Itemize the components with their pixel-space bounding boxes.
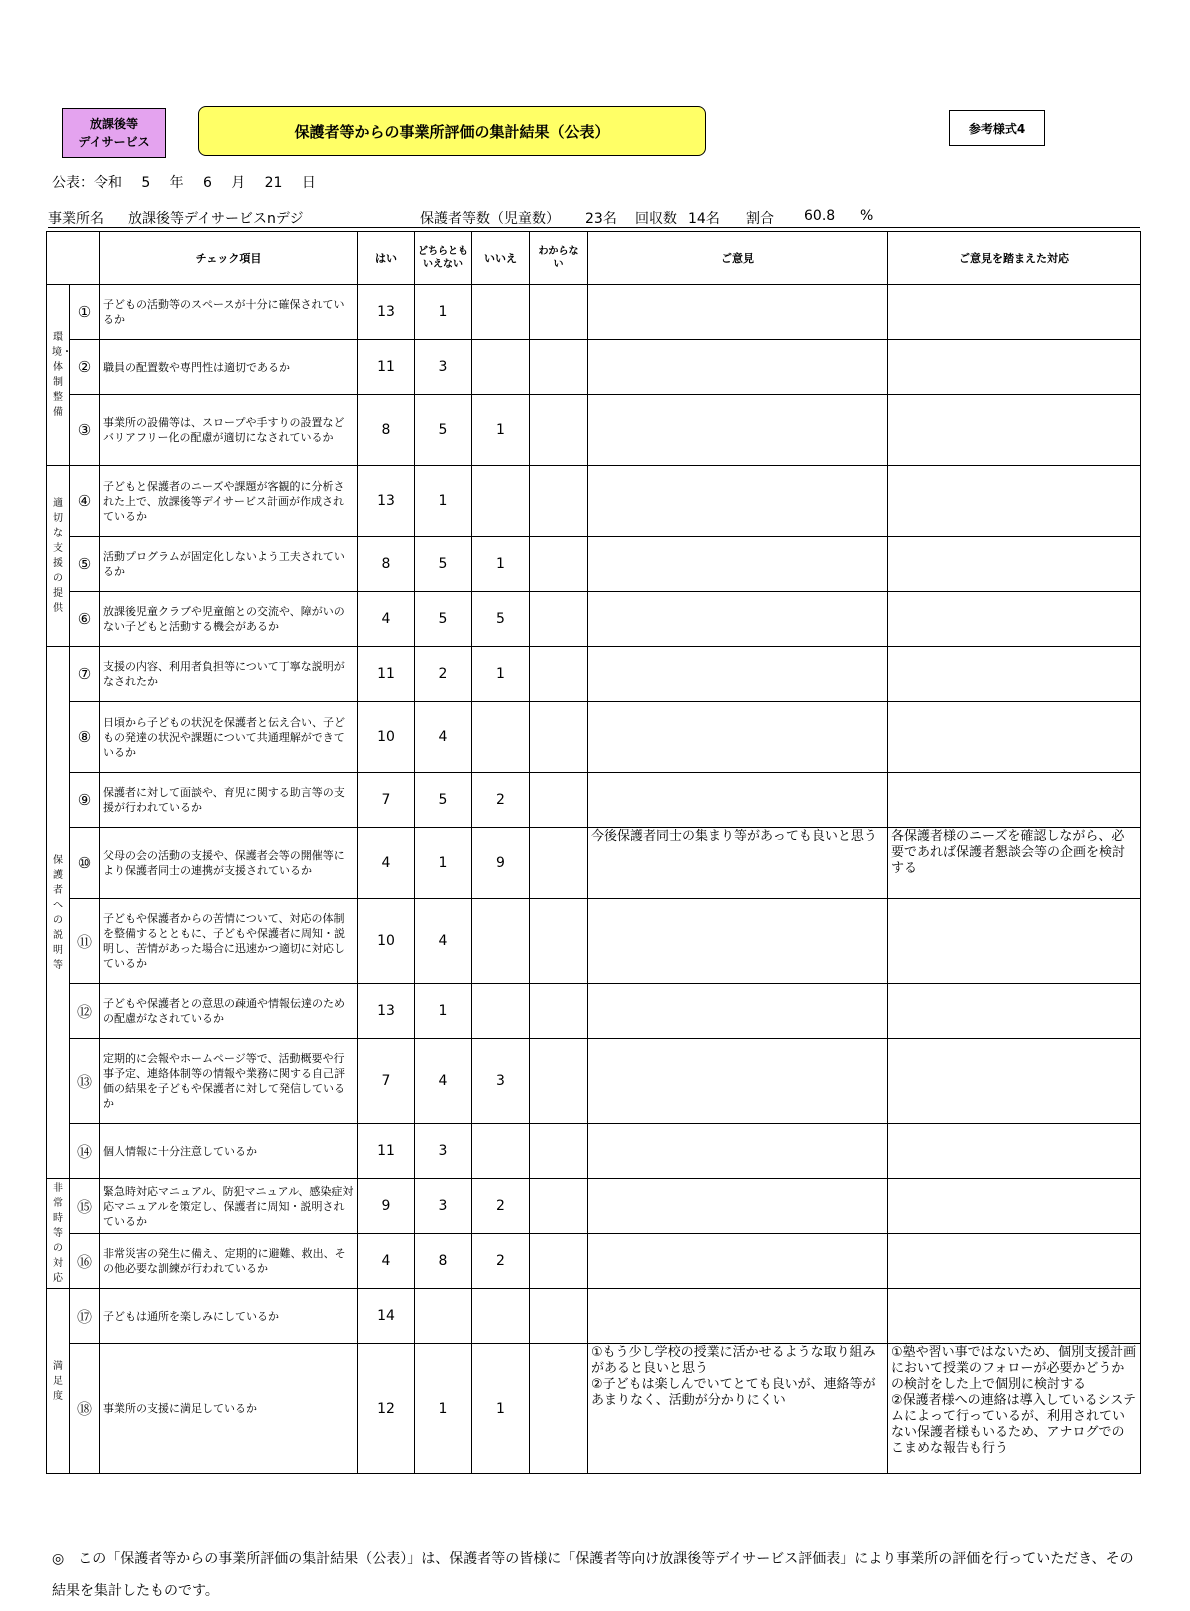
- category-cell: [47, 285, 70, 466]
- response-cell: [888, 1039, 1141, 1124]
- count-neither: 3: [415, 340, 472, 395]
- count-no: 2: [472, 1179, 530, 1234]
- opinion-cell: [588, 1124, 888, 1179]
- count-unknown: [530, 702, 588, 773]
- count-neither: 2: [415, 647, 472, 702]
- count-neither: 8: [415, 1234, 472, 1289]
- count-neither: 5: [415, 773, 472, 828]
- publication-date: [52, 172, 316, 192]
- count-yes: 11: [358, 1124, 415, 1179]
- count-neither: 1: [415, 466, 472, 537]
- count-no: 1: [472, 1344, 530, 1474]
- check-item-text: 子どもの活動等のスペースが十分に確保されているか: [100, 285, 358, 340]
- response-cell: [888, 1179, 1141, 1234]
- table-row: [47, 592, 1141, 647]
- category-cell: [47, 466, 70, 647]
- table-row: [47, 285, 1141, 340]
- count-unknown: [530, 537, 588, 592]
- response-cell: [888, 537, 1141, 592]
- count-yes: 14: [358, 1289, 415, 1344]
- check-item-text: 支援の内容、利用者負担等について丁寧な説明がなされたか: [100, 647, 358, 702]
- table-row: [47, 1289, 1141, 1344]
- reference-form-label: 参考様式4: [949, 110, 1045, 146]
- table-row: [47, 395, 1141, 466]
- guardians-count: 23名: [585, 211, 617, 227]
- count-yes: 10: [358, 899, 415, 984]
- count-yes: 11: [358, 340, 415, 395]
- item-number: ⑬: [70, 1039, 100, 1124]
- count-yes: 7: [358, 1039, 415, 1124]
- count-unknown: [530, 1344, 588, 1474]
- count-no: [472, 899, 530, 984]
- item-number: ②: [70, 340, 100, 395]
- count-neither: 1: [415, 984, 472, 1039]
- header-no: いいえ: [472, 232, 530, 285]
- count-neither: 4: [415, 1039, 472, 1124]
- check-item-text: 日頃から子どもの状況を保護者と伝え合い、子どもの発達の状況や課題について共通理解ができているか: [100, 702, 358, 773]
- table-row: [47, 340, 1141, 395]
- count-yes: 8: [358, 537, 415, 592]
- count-neither: 4: [415, 702, 472, 773]
- item-number: ③: [70, 395, 100, 466]
- count-unknown: [530, 828, 588, 899]
- pub-era: 令和: [94, 175, 122, 191]
- header-unknown: わからな い: [530, 232, 588, 285]
- opinion-cell: [588, 537, 888, 592]
- response-cell: [888, 285, 1141, 340]
- check-item-text: 子どもと保護者のニーズや課題が客観的に分析された上で、放課後等デイサービス計画が作成されているか: [100, 466, 358, 537]
- ratio-value: 60.8: [804, 208, 836, 224]
- opinion-cell: [588, 1234, 888, 1289]
- table-row: [47, 899, 1141, 984]
- check-item-text: 事業所の設備等は、スロープや手すりの設置などバリアフリー化の配慮が適切になされているか: [100, 395, 358, 466]
- response-cell: [888, 466, 1141, 537]
- count-neither: 5: [415, 395, 472, 466]
- count-neither: 1: [415, 285, 472, 340]
- count-unknown: [530, 395, 588, 466]
- count-yes: 13: [358, 285, 415, 340]
- collected-label: 回収数: [635, 211, 677, 227]
- table-row: [47, 466, 1141, 537]
- check-item-text: 非常災害の発生に備え、定期的に避難、救出、その他必要な訓練が行われているか: [100, 1234, 358, 1289]
- collected-count: 14名: [688, 211, 720, 227]
- count-unknown: [530, 1179, 588, 1234]
- table-row: [47, 828, 1141, 899]
- header-blank: [47, 232, 100, 285]
- item-number: ⑧: [70, 702, 100, 773]
- opinion-cell: [588, 466, 888, 537]
- response-cell: [888, 899, 1141, 984]
- count-no: 2: [472, 773, 530, 828]
- count-unknown: [530, 285, 588, 340]
- check-item-text: 定期的に会報やホームページ等で、活動概要や行事予定、連絡体制等の情報や業務に関する自己評価の結果を子どもや保護者に対して発信しているか: [100, 1039, 358, 1124]
- pub-year: 5: [141, 175, 151, 191]
- item-number: ⑫: [70, 984, 100, 1039]
- count-no: 2: [472, 1234, 530, 1289]
- count-no: 1: [472, 647, 530, 702]
- opinion-cell: [588, 592, 888, 647]
- count-neither: 1: [415, 828, 472, 899]
- count-yes: 4: [358, 1234, 415, 1289]
- check-item-text: 放課後児童クラブや児童館との交流や、障がいのない子どもと活動する機会があるか: [100, 592, 358, 647]
- table-row: [47, 647, 1141, 702]
- opinion-cell: [588, 702, 888, 773]
- count-no: 1: [472, 395, 530, 466]
- count-unknown: [530, 340, 588, 395]
- category-label: 適切な支援の提供: [53, 498, 63, 614]
- opinion-cell: [588, 285, 888, 340]
- response-cell: [888, 647, 1141, 702]
- count-yes: 12: [358, 1344, 415, 1474]
- count-yes: 8: [358, 395, 415, 466]
- count-neither: [415, 1289, 472, 1344]
- response-cell: [888, 702, 1141, 773]
- header-neither: どちらとも いえない: [415, 232, 472, 285]
- count-no: 3: [472, 1039, 530, 1124]
- pub-month-unit: 月: [231, 175, 246, 191]
- count-no: [472, 984, 530, 1039]
- office-name: 放課後等デイサービスnデジ: [128, 211, 304, 227]
- count-yes: 13: [358, 984, 415, 1039]
- count-neither: 5: [415, 592, 472, 647]
- table-row: [47, 1179, 1141, 1234]
- ratio-label: 割合: [746, 211, 774, 227]
- check-item-text: 個人情報に十分注意しているか: [100, 1124, 358, 1179]
- check-item-text: 職員の配置数や専門性は適切であるか: [100, 340, 358, 395]
- item-number: ⑥: [70, 592, 100, 647]
- item-number: ⑩: [70, 828, 100, 899]
- count-no: 5: [472, 592, 530, 647]
- item-number: ⑮: [70, 1179, 100, 1234]
- item-number: ⑤: [70, 537, 100, 592]
- response-cell: [888, 1289, 1141, 1344]
- opinion-cell: [588, 340, 888, 395]
- pub-day: 21: [264, 175, 283, 191]
- header-item: チェック項目: [100, 232, 358, 285]
- count-unknown: [530, 1124, 588, 1179]
- opinion-cell: [588, 1039, 888, 1124]
- pub-prefix: 公表：: [52, 175, 94, 191]
- count-yes: 10: [358, 702, 415, 773]
- count-unknown: [530, 592, 588, 647]
- response-cell: [888, 340, 1141, 395]
- item-number: ⑨: [70, 773, 100, 828]
- service-type-line2: デイサービス: [78, 135, 150, 149]
- opinion-cell: [588, 1289, 888, 1344]
- pub-month: 6: [203, 175, 212, 191]
- table-row: [47, 1234, 1141, 1289]
- count-unknown: [530, 1289, 588, 1344]
- item-number: ⑪: [70, 899, 100, 984]
- table-row: [47, 984, 1141, 1039]
- category-label: 満足度: [53, 1360, 63, 1402]
- item-number: ①: [70, 285, 100, 340]
- pub-year-unit: 年: [169, 175, 184, 191]
- count-neither: 4: [415, 899, 472, 984]
- opinion-cell: [588, 395, 888, 466]
- check-item-text: 子どもは通所を楽しみにしているか: [100, 1289, 358, 1344]
- check-item-text: 緊急時対応マニュアル、防犯マニュアル、感染症対応マニュアルを策定し、保護者に周知・説明されているか: [100, 1179, 358, 1234]
- response-cell: [888, 395, 1141, 466]
- count-yes: 11: [358, 647, 415, 702]
- check-item-text: 父母の会の活動の支援や、保護者会等の開催等により保護者同士の連携が支援されているか: [100, 828, 358, 899]
- response-cell: [888, 773, 1141, 828]
- check-item-text: 子どもや保護者からの苦情について、対応の体制を整備するとともに、子どもや保護者に周知・説明し、苦情があった場合に迅速かつ適切に対応しているか: [100, 899, 358, 984]
- count-no: [472, 702, 530, 773]
- table-row: [47, 1344, 1141, 1474]
- count-yes: 9: [358, 1179, 415, 1234]
- table-row: [47, 1039, 1141, 1124]
- item-number: ⑯: [70, 1234, 100, 1289]
- table-row: [47, 1124, 1141, 1179]
- opinion-cell: [588, 1179, 888, 1234]
- count-neither: 1: [415, 1344, 472, 1474]
- opinion-cell: 今後保護者同士の集まり等があっても良いと思う: [588, 828, 888, 899]
- opinion-cell: [588, 984, 888, 1039]
- guardians-label: 保護者等数（児童数）: [420, 211, 560, 227]
- service-type-tag: [62, 108, 166, 158]
- count-unknown: [530, 1039, 588, 1124]
- document-title: 保護者等からの事業所評価の集計結果（公表）: [198, 106, 706, 156]
- opinion-cell: ①もう少し学校の授業に活かせるような取り組みがあると良いと思う ②子どもは楽しんでいてとても良いが、連絡等があまりなく、活動が分かりにくい: [588, 1344, 888, 1474]
- table-row: [47, 702, 1141, 773]
- count-yes: 4: [358, 828, 415, 899]
- opinion-cell: [588, 899, 888, 984]
- header-response: ご意見を踏まえた対応: [888, 232, 1141, 285]
- response-cell: [888, 984, 1141, 1039]
- count-unknown: [530, 466, 588, 537]
- count-unknown: [530, 773, 588, 828]
- category-label: 保護者への説明等: [53, 854, 63, 971]
- count-unknown: [530, 984, 588, 1039]
- count-neither: 3: [415, 1124, 472, 1179]
- category-cell: [47, 647, 70, 1179]
- count-no: 9: [472, 828, 530, 899]
- check-item-text: 活動プログラムが固定化しないよう工夫されているか: [100, 537, 358, 592]
- count-neither: 3: [415, 1179, 472, 1234]
- item-number: ⑦: [70, 647, 100, 702]
- service-type-line1: 放課後等: [89, 117, 138, 131]
- count-yes: 4: [358, 592, 415, 647]
- count-no: [472, 1124, 530, 1179]
- opinion-cell: [588, 773, 888, 828]
- category-label: 環境・体制整備: [52, 332, 72, 418]
- opinion-cell: [588, 647, 888, 702]
- check-item-text: 事業所の支援に満足しているか: [100, 1344, 358, 1474]
- response-cell: 各保護者様のニーズを確認しながら、必要であれば保護者懇談会等の企画を検討する: [888, 828, 1141, 899]
- header-opinion: ご意見: [588, 232, 888, 285]
- check-item-text: 子どもや保護者との意思の疎通や情報伝達のための配慮がなされているか: [100, 984, 358, 1039]
- response-cell: ①塾や習い事ではないため、個別支援計画において授業のフォローが必要かどうかの検討をした上で個別に検討する ②保護者様への連絡は導入しているシステムによって行っているが、利用されていない保護者様もいるため、アナログでのこまめな報告も行う: [888, 1344, 1141, 1474]
- count-yes: 7: [358, 773, 415, 828]
- category-cell: [47, 1289, 70, 1474]
- item-number: ⑭: [70, 1124, 100, 1179]
- count-no: [472, 466, 530, 537]
- count-no: [472, 1289, 530, 1344]
- count-no: 1: [472, 537, 530, 592]
- table-row: [47, 773, 1141, 828]
- header-row: [47, 232, 1141, 285]
- header-yes: はい: [358, 232, 415, 285]
- check-item-text: 保護者に対して面談や、育児に関する助言等の支援が行われているか: [100, 773, 358, 828]
- item-number: ④: [70, 466, 100, 537]
- item-number: ⑱: [70, 1344, 100, 1474]
- count-neither: 5: [415, 537, 472, 592]
- item-number: ⑰: [70, 1289, 100, 1344]
- ratio-unit: %: [860, 208, 874, 224]
- count-no: [472, 340, 530, 395]
- office-label: 事業所名: [48, 211, 104, 227]
- category-label: 非常時等の対応: [53, 1183, 63, 1284]
- response-cell: [888, 592, 1141, 647]
- count-unknown: [530, 647, 588, 702]
- response-cell: [888, 1124, 1141, 1179]
- footnote: ◎ この「保護者等からの事業所評価の集計結果（公表）」は、保護者等の皆様に「保護者等向け放課後等デイサービス評価表」により事業所の評価を行っていただき、その結果を集計したものです。: [52, 1551, 1134, 1599]
- category-cell: [47, 1179, 70, 1289]
- response-cell: [888, 1234, 1141, 1289]
- survey-info-line: [48, 208, 1140, 228]
- count-unknown: [530, 1234, 588, 1289]
- pub-day-unit: 日: [301, 175, 316, 191]
- table-row: [47, 537, 1141, 592]
- count-unknown: [530, 899, 588, 984]
- evaluation-table: [46, 231, 1141, 1474]
- count-no: [472, 285, 530, 340]
- count-yes: 13: [358, 466, 415, 537]
